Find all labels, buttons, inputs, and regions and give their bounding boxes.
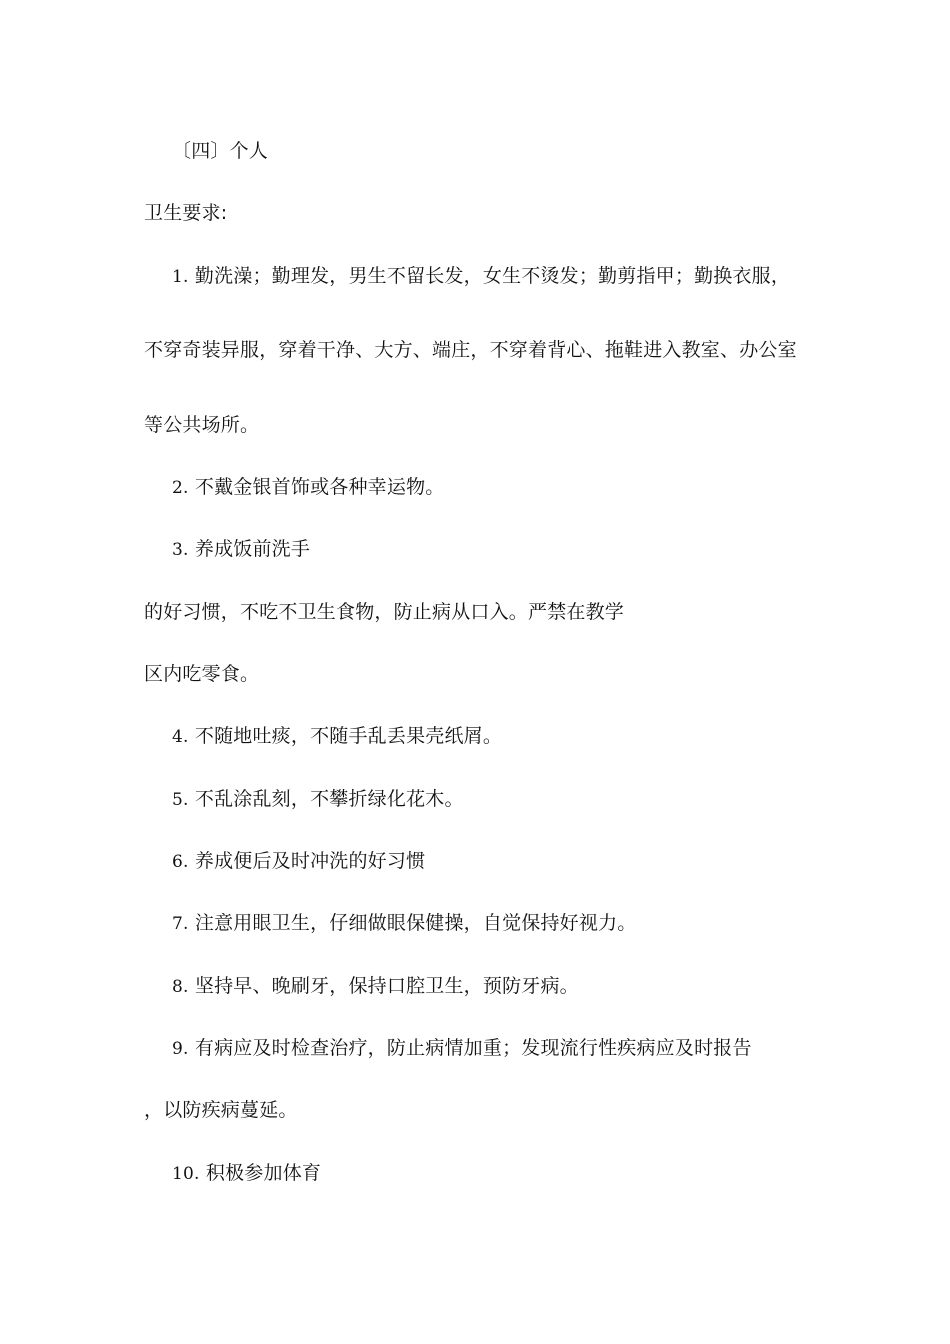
item-number: 10. bbox=[172, 1164, 200, 1184]
section-heading-continued: 卫生要求: bbox=[144, 202, 228, 224]
list-item-9-cont-1: ，以防疾病蔓延。 bbox=[144, 1099, 298, 1121]
list-item-1 bbox=[172, 264, 790, 289]
item-number: 7. bbox=[172, 914, 189, 934]
list-item-8 bbox=[172, 974, 579, 999]
list-item-6 bbox=[172, 849, 425, 874]
list-item-3-cont-1: 的好习惯，不吃不卫生食物，防止病从口入。严禁在教学 bbox=[144, 601, 625, 623]
list-item-1-cont-1: 不穿奇装异服，穿着干净、大方、端庄，不穿着背心、拖鞋进入教室、办公室 bbox=[144, 339, 797, 361]
item-number: 2. bbox=[172, 478, 189, 498]
item-text: 注意用眼卫生，仔细做眼保健操，自觉保持好视力。 bbox=[194, 912, 637, 934]
item-number: 8. bbox=[172, 977, 189, 997]
item-number: 9. bbox=[172, 1039, 189, 1059]
item-number: 4. bbox=[172, 727, 189, 747]
item-number: 6. bbox=[172, 852, 189, 872]
item-text: 勤洗澡；勤理发，男生不留长发，女生不烫发；勤剪指甲；勤换衣服， bbox=[194, 265, 791, 287]
list-item-7 bbox=[172, 911, 636, 936]
list-item-4 bbox=[172, 724, 502, 749]
item-number: 3. bbox=[172, 540, 189, 560]
list-item-1-cont-2: 等公共场所。 bbox=[144, 414, 260, 436]
item-text: 坚持早、晚刷牙，保持口腔卫生，预防牙病。 bbox=[194, 975, 579, 997]
item-text: 有病应及时检查治疗，防止病情加重；发现流行性疾病应及时报告 bbox=[194, 1037, 752, 1059]
list-item-9 bbox=[172, 1036, 752, 1061]
item-number: 1. bbox=[172, 267, 189, 287]
list-item-2 bbox=[172, 475, 444, 500]
item-text: 不戴金银首饰或各种幸运物。 bbox=[194, 476, 445, 498]
section-heading: 〔四〕个人 bbox=[172, 140, 269, 162]
list-item-10 bbox=[172, 1161, 321, 1186]
item-text: 积极参加体育 bbox=[205, 1162, 322, 1184]
list-item-3-cont-2: 区内吃零食。 bbox=[144, 663, 260, 685]
item-text: 不随地吐痰，不随手乱丢果壳纸屑。 bbox=[194, 725, 503, 747]
item-text: 养成便后及时冲洗的好习惯 bbox=[194, 850, 426, 872]
item-text: 不乱涂乱刻，不攀折绿化花木。 bbox=[194, 788, 464, 810]
item-number: 5. bbox=[172, 790, 189, 810]
list-item-5 bbox=[172, 787, 464, 812]
item-text: 养成饭前洗手 bbox=[194, 538, 311, 560]
list-item-3 bbox=[172, 537, 310, 562]
